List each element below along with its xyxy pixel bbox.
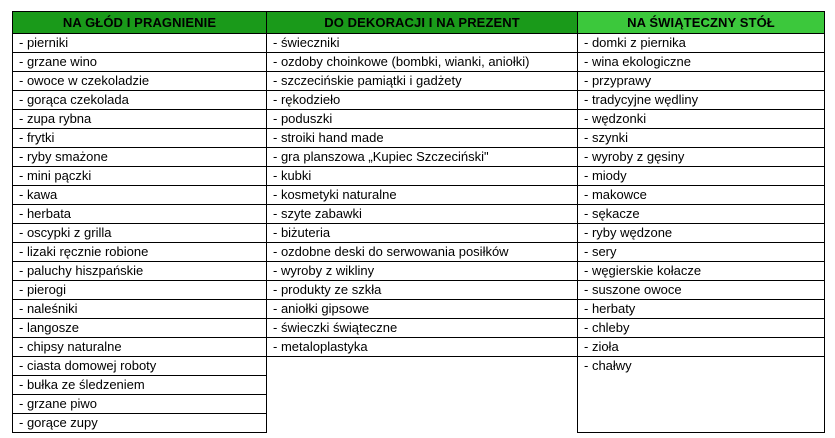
list-item: - wędzonki <box>578 110 824 129</box>
list-item: - ciasta domowej roboty <box>13 357 266 376</box>
column-header: NA ŚWIĄTECZNY STÓŁ <box>578 12 824 34</box>
list-item: - pierogi <box>13 281 266 300</box>
list-item: - ryby smażone <box>13 148 266 167</box>
list-item: - paluchy hiszpańskie <box>13 262 266 281</box>
list-item: - langosze <box>13 319 266 338</box>
list-item: - chałwy <box>584 358 632 373</box>
list-item: - grzane wino <box>13 53 266 72</box>
list-item: - domki z piernika <box>578 34 824 53</box>
list-item: - bułka ze śledzeniem <box>13 376 266 395</box>
list-item: - gorące zupy <box>19 415 98 430</box>
column-hunger-thirst <box>12 11 267 433</box>
list-item: - szyte zabawki <box>267 205 577 224</box>
list-item: - wina ekologiczne <box>578 53 824 72</box>
item-list <box>578 34 824 376</box>
list-item: - kawa <box>13 186 266 205</box>
list-item: - stroiki hand made <box>267 129 577 148</box>
list-item: - wyroby z wikliny <box>267 262 577 281</box>
column-holiday-table <box>577 11 825 433</box>
list-item: - mini pączki <box>13 167 266 186</box>
list-item: - ozdoby choinkowe (bombki, wianki, aniołki) <box>267 53 577 72</box>
list-item: - chipsy naturalne <box>13 338 266 357</box>
list-item: - świeczniki <box>267 34 577 53</box>
list-item: - produkty ze szkła <box>267 281 577 300</box>
list-item: - herbata <box>13 205 266 224</box>
list-item: - ozdobne deski do serwowania posiłków <box>267 243 577 262</box>
list-item: - grzane piwo <box>13 395 266 414</box>
list-item: - gorąca czekolada <box>13 91 266 110</box>
list-item: - kosmetyki naturalne <box>267 186 577 205</box>
list-item: - owoce w czekoladzie <box>13 72 266 91</box>
list-item: - suszone owoce <box>578 281 824 300</box>
list-item: - lizaki ręcznie robione <box>13 243 266 262</box>
column-decoration-gift <box>266 11 578 357</box>
list-item: - kubki <box>267 167 577 186</box>
list-item: - biżuteria <box>267 224 577 243</box>
list-item: - chleby <box>578 319 824 338</box>
list-item: - pierniki <box>13 34 266 53</box>
item-list <box>267 34 577 357</box>
list-item: - sękacze <box>578 205 824 224</box>
column-header: NA GŁÓD I PRAGNIENIE <box>13 12 266 34</box>
list-item: - aniołki gipsowe <box>267 300 577 319</box>
list-item: - węgierskie kołacze <box>578 262 824 281</box>
list-item: - wyroby z gęsiny <box>578 148 824 167</box>
list-item: - frytki <box>13 129 266 148</box>
list-item: - naleśniki <box>13 300 266 319</box>
list-item: - sery <box>578 243 824 262</box>
list-item: - ryby wędzone <box>578 224 824 243</box>
column-header: DO DEKORACJI I NA PREZENT <box>267 12 577 34</box>
list-item: - przyprawy <box>578 72 824 91</box>
list-item: - metaloplastyka <box>273 339 368 354</box>
list-item: - zupa rybna <box>13 110 266 129</box>
item-list <box>13 34 266 433</box>
list-item: - szczecińskie pamiątki i gadżety <box>267 72 577 91</box>
list-item: - szynki <box>578 129 824 148</box>
list-item: - miody <box>578 167 824 186</box>
list-item: - gra planszowa „Kupiec Szczeciński" <box>267 148 577 167</box>
list-item: - tradycyjne wędliny <box>578 91 824 110</box>
list-item: - zioła <box>578 338 824 357</box>
list-item: - rękodzieło <box>267 91 577 110</box>
list-item: - poduszki <box>267 110 577 129</box>
list-item: - makowce <box>578 186 824 205</box>
list-item: - herbaty <box>578 300 824 319</box>
list-item: - oscypki z grilla <box>13 224 266 243</box>
list-item: - świeczki świąteczne <box>267 319 577 338</box>
